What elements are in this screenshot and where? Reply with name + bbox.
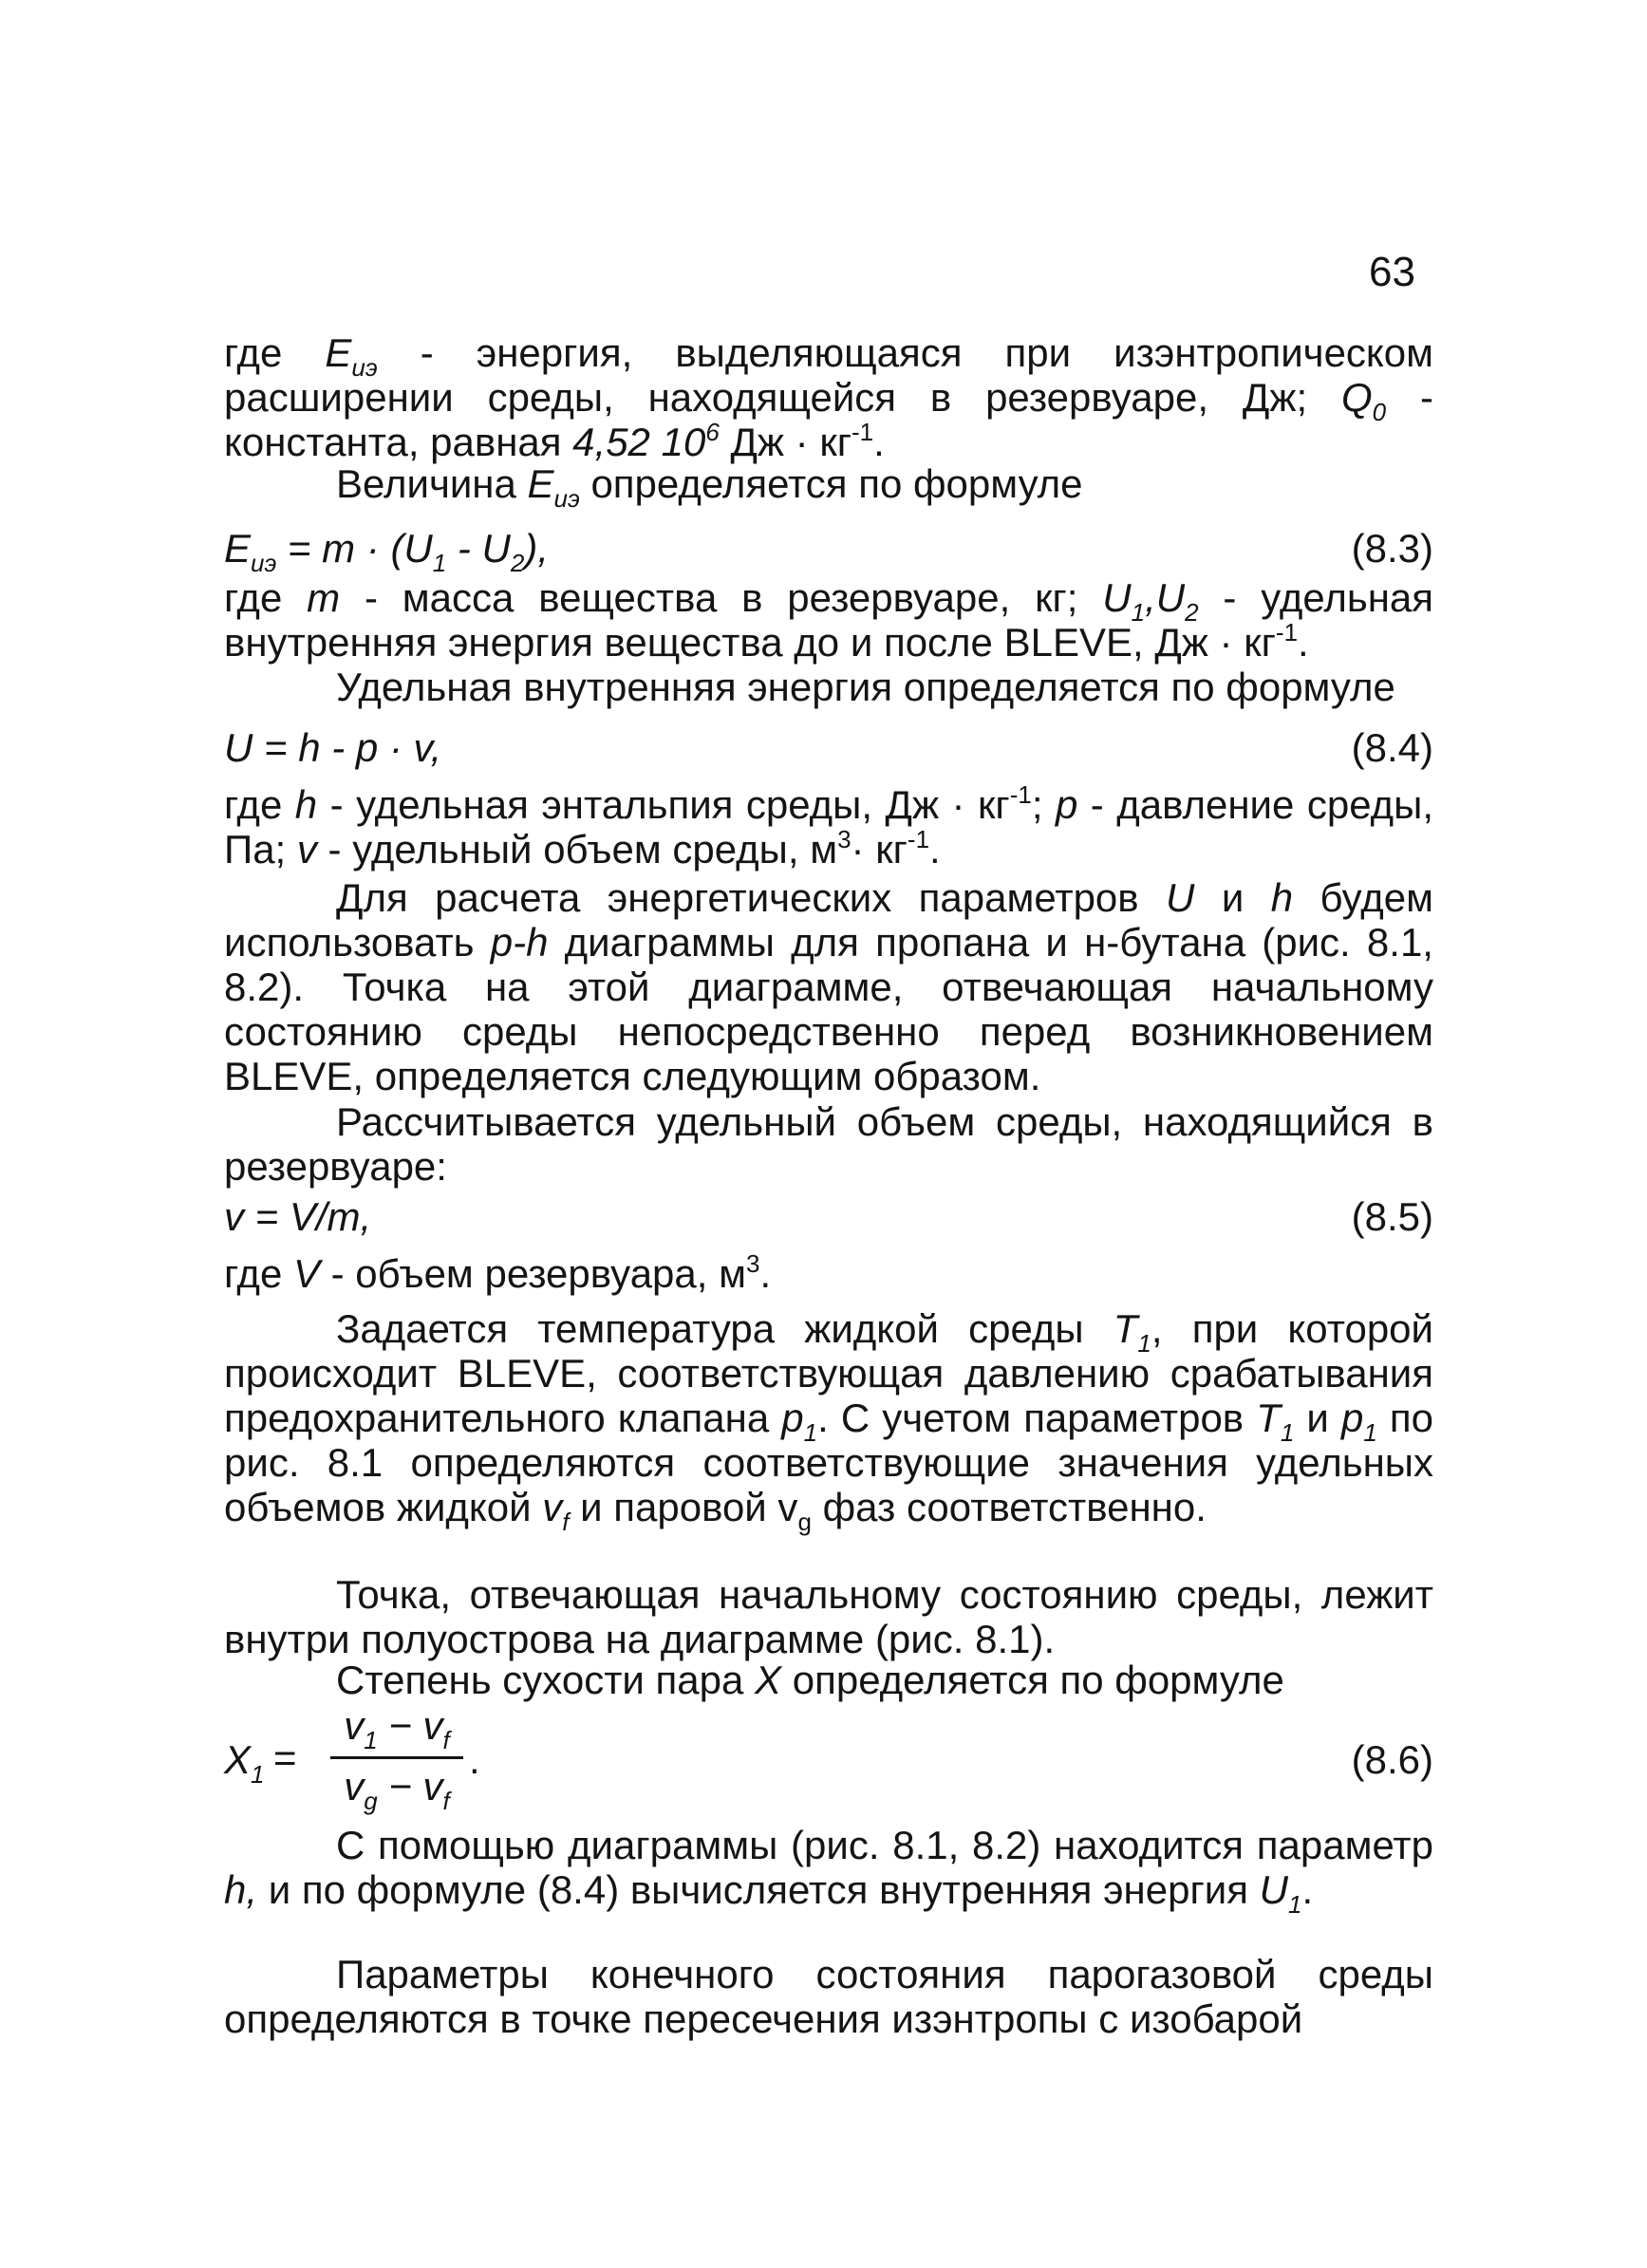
paragraph-initial-state: Точка, отвечающая начальному состоянию среды, лежит внутри полуострова на диаграмме (рис. 8.1). <box>224 1572 1433 1661</box>
paragraph-eie-definition: где $E_{иэ}$ - энергия, выделяющаяся при изэнтропическом расширении среды, находящейся в резервуаре, Дж; $Q_0$ - константа, равная 4,52 $10^6$ Дж · $кг^{-1}$. <box>224 330 1434 464</box>
fraction-denominator: $v_g - v_f$ <box>344 1764 450 1815</box>
paragraph-u-formula-intro: Удельная внутренняя энергия определяется по формуле <box>336 665 1395 709</box>
equation-number: (8.4) <box>1351 725 1433 770</box>
paragraph-final-state: Параметры конечного состояния парогазовой среды определяются в точке пересечения изэнтропы с изобарой <box>224 1952 1433 2041</box>
paragraph-internal-energy: С помощью диаграммы (рис. 8.1, 8.2) находится параметр h, и по формуле (8.4) вычисляется внутренняя энергия $U_1$. <box>224 1823 1433 1919</box>
fraction-bar <box>330 1756 463 1759</box>
paragraph-temperature: Задается температура жидкой среды $T_1$, при которой происходит BLEVE, соответствующая давлению срабатывания предохранительного клапана $p_1$. С учетом параметров $T_1$ и $p_1$ по рис. 8.1 определяются соответствующие значения удельных объемов жидкой $v_f$ и паровой $v_g$ фаз соответственно. <box>224 1306 1433 1536</box>
paragraph-dryness-intro: Степень сухости пара X определяется по формуле <box>336 1658 1284 1702</box>
equation-number: (8.5) <box>1351 1194 1433 1239</box>
paragraph-h-p-v-definition: где h - удельная энтальпия среды, Дж · $кг^{-1}$; p - давление среды, Па; v - удельный объем среды, $м^3\cdot кг^{-1}$. <box>224 780 1433 872</box>
fraction-numerator: $v_1 - v_f$ <box>344 1703 450 1754</box>
paragraph-m-u-definition: где m - масса вещества в резервуаре, кг; $U_1,U_2$ - удельная внутренняя энергия вещества до и после BLEVE, Дж · $кг^{-1}$. <box>224 575 1433 665</box>
equation-8-4: U = h - p · v, (8.4) <box>224 725 1433 770</box>
equation-8-3: $E_{иэ} = m \cdot (U_1 - U_2)$, (8.3) <box>224 526 1433 577</box>
paragraph-eie-formula-intro: Величина $E_{иэ}$ определяется по формуле <box>336 461 1083 513</box>
paragraph-ph-diagrams: Для расчета энергетических параметров U и h будем использовать p-h диаграммы для пропана и н-бутана (рис. 8.1, 8.2). Точка на этой диаграмме, отвечающая начальному состоянию среды непосредственно перед возникновением BLEVE, определяется следующим образом. <box>224 875 1433 1098</box>
paragraph-v-definition: где V - объем резервуара, $м^3$. <box>224 1249 772 1296</box>
equation-8-5: v = V/m, (8.5) <box>224 1194 1433 1239</box>
page-number: 63 <box>1369 249 1415 295</box>
equation-number: (8.3) <box>1351 526 1433 571</box>
paragraph-specific-volume: Рассчитывается удельный объем среды, находящийся в резервуаре: <box>224 1099 1433 1189</box>
equation-number: (8.6) <box>1351 1737 1433 1782</box>
equation-8-6: $X_1$ = $v_1 - v_f$ $v_g - v_f$ . (8.6) <box>224 1703 1433 1815</box>
